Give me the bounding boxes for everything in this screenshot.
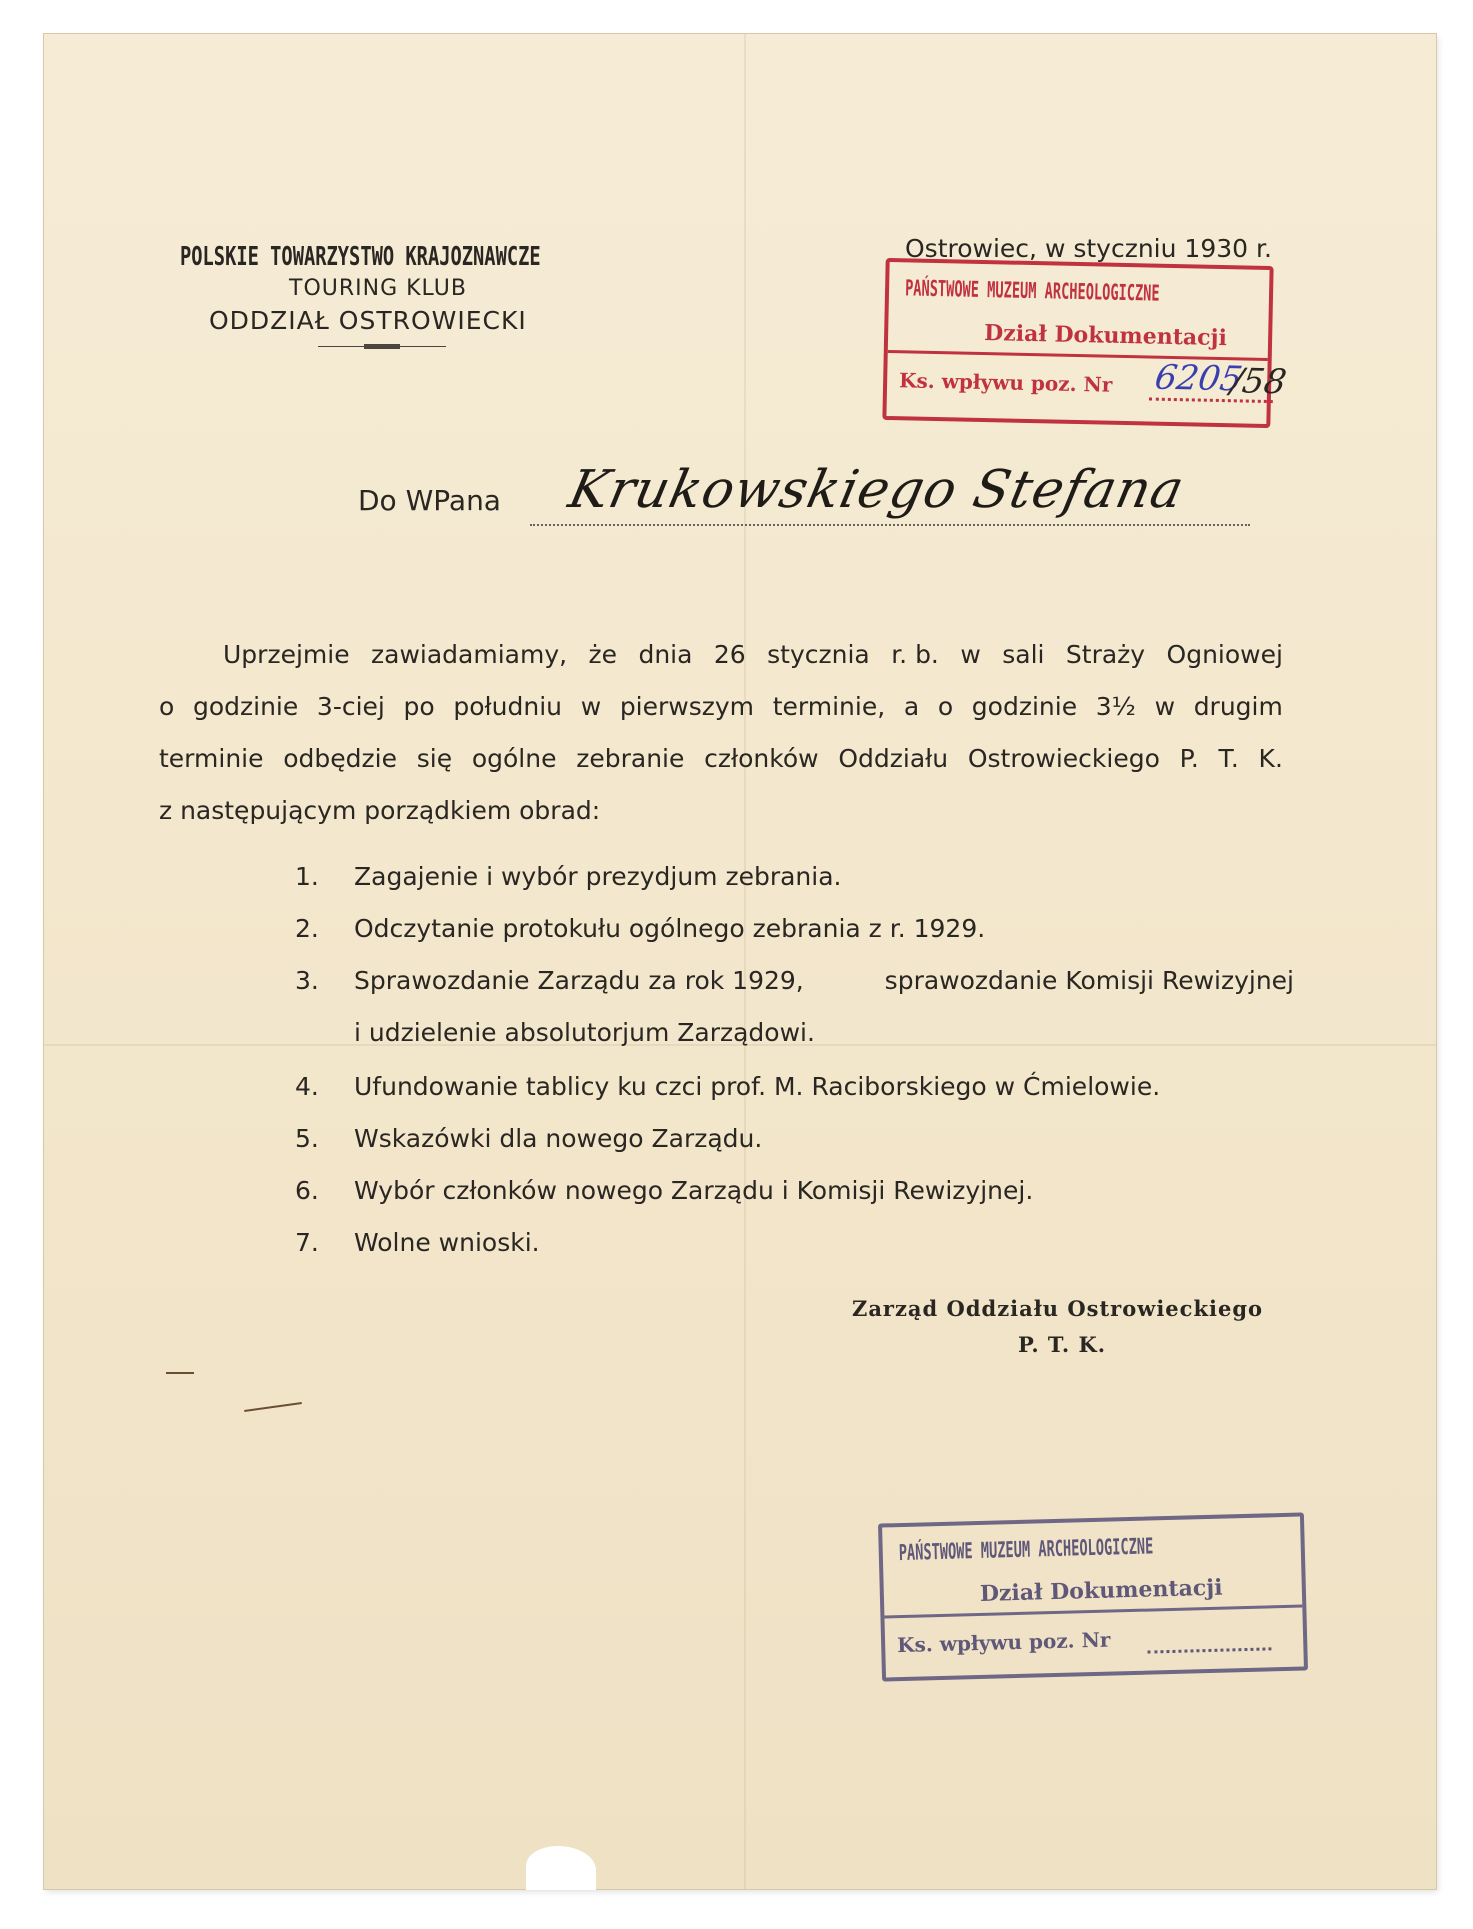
word: sali — [1002, 640, 1045, 669]
word: zawiadamiamy, — [371, 640, 568, 669]
word: się — [416, 744, 453, 773]
archive-stamp-red — [882, 258, 1290, 428]
stamp-entry-suffix: /58 — [1228, 361, 1290, 403]
body-line-4: z następującym porządkiem obrad: — [159, 796, 601, 825]
stamp-entry-label: Ks. wpływu poz. Nr — [896, 1627, 1111, 1658]
word: a — [903, 692, 920, 721]
word: członków — [704, 744, 819, 773]
word: stycznia — [767, 640, 870, 669]
body-line-2 — [159, 692, 1283, 721]
word: południu — [453, 692, 563, 721]
word: że — [588, 640, 618, 669]
agenda-item: Wybór członków nowego Zarządu i Komisji Rewizyjnej. — [354, 1176, 1034, 1205]
word: w — [960, 640, 981, 669]
addressee-dotted-line — [530, 524, 1250, 526]
addressee-handwritten-name: Krukowskiego Stefana — [563, 460, 1190, 520]
body-line-3 — [159, 744, 1283, 773]
agenda-item: Wolne wnioski. — [354, 1228, 540, 1257]
agenda-item — [354, 966, 1294, 995]
signature-line-1: Zarząd Oddziału Ostrowieckiego — [852, 1296, 1264, 1321]
word: o — [937, 692, 954, 721]
agenda-item: Zagajenie i wybór prezydjum zebrania. — [354, 862, 842, 891]
stamp-separator — [884, 1605, 1302, 1619]
agenda-item: Wskazówki dla nowego Zarządu. — [354, 1124, 763, 1153]
word: Ostrowieckiego — [967, 744, 1160, 773]
word: 3½ — [1095, 692, 1136, 721]
agenda-number: 6. — [295, 1176, 319, 1205]
addressee-label: Do WPana — [358, 484, 501, 517]
torn-edge — [526, 1846, 596, 1890]
stamp-museum-name: PAŃSTWOWE MUZEUM ARCHEOLOGICZNE — [904, 276, 1160, 307]
stamp-department: Dział Dokumentacji — [983, 320, 1228, 352]
agenda-number: 5. — [295, 1124, 319, 1153]
agenda-number: 7. — [295, 1228, 319, 1257]
word: K. — [1258, 744, 1283, 773]
agenda-number: 4. — [295, 1072, 319, 1101]
word: odbędzie — [283, 744, 397, 773]
word: 3-ciej — [316, 692, 385, 721]
word: Ogniowej — [1166, 640, 1283, 669]
word: sprawozdanie Komisji Rewizyjnej — [884, 966, 1294, 995]
organization-name: POLSKIE TOWARZYSTWO KRAJOZNAWCZE — [180, 242, 541, 272]
word: pierwszym — [619, 692, 755, 721]
place-date: Ostrowiec, w styczniu 1930 r. — [905, 234, 1272, 263]
word: Uprzejmie — [223, 640, 350, 669]
body-line-1 — [223, 640, 1283, 669]
word: dnia — [638, 640, 693, 669]
stamp-museum-name: PAŃSTWOWE MUZEUM ARCHEOLOGICZNE — [898, 1534, 1154, 1567]
word: T. — [1218, 744, 1239, 773]
agenda-number: 1. — [295, 862, 319, 891]
agenda-number: 3. — [295, 966, 319, 995]
word: drugim — [1193, 692, 1283, 721]
organization-branch: ODDZIAŁ OSTROWIECKI — [209, 306, 527, 335]
agenda-item: Ufundowanie tablicy ku czci prof. M. Raciborskiego w Ćmielowie. — [354, 1072, 1161, 1101]
word: godzinie — [971, 692, 1078, 721]
ink-mark — [166, 1372, 194, 1374]
word: w — [580, 692, 602, 721]
word: Straży — [1065, 640, 1146, 669]
signature-line-2: P. T. K. — [1018, 1332, 1107, 1357]
word: terminie, — [772, 692, 886, 721]
word: ogólne — [471, 744, 557, 773]
agenda-item-continuation: i udzielenie absolutorjum Zarządowi. — [354, 1018, 815, 1047]
agenda-number: 2. — [295, 914, 319, 943]
archive-stamp-purple — [878, 1512, 1308, 1681]
organization-subtitle: TOURING KLUB — [289, 276, 467, 301]
stamp-entry-dots — [1147, 1647, 1271, 1653]
stamp-department: Dział Dokumentacji — [979, 1574, 1223, 1607]
fold-line-vertical — [744, 34, 746, 1889]
word: o — [159, 692, 175, 721]
word: 26 — [713, 640, 746, 669]
stamp-entry-label: Ks. wpływu poz. Nr — [898, 368, 1113, 397]
letterhead-rule-ornament — [364, 344, 400, 349]
word: w — [1154, 692, 1176, 721]
word: po — [403, 692, 435, 721]
word: r. b. — [891, 640, 939, 669]
word: godzinie — [192, 692, 299, 721]
word: zebranie — [576, 744, 685, 773]
agenda-item: Odczytanie protokułu ogólnego zebrania z r. 1929. — [354, 914, 986, 943]
word: P. — [1179, 744, 1199, 773]
word: Sprawozdanie Zarządu za rok 1929, — [354, 966, 804, 995]
word: Oddziału — [838, 744, 949, 773]
word: terminie — [159, 744, 264, 773]
stamp-entry-number: 6205 — [1152, 357, 1246, 400]
